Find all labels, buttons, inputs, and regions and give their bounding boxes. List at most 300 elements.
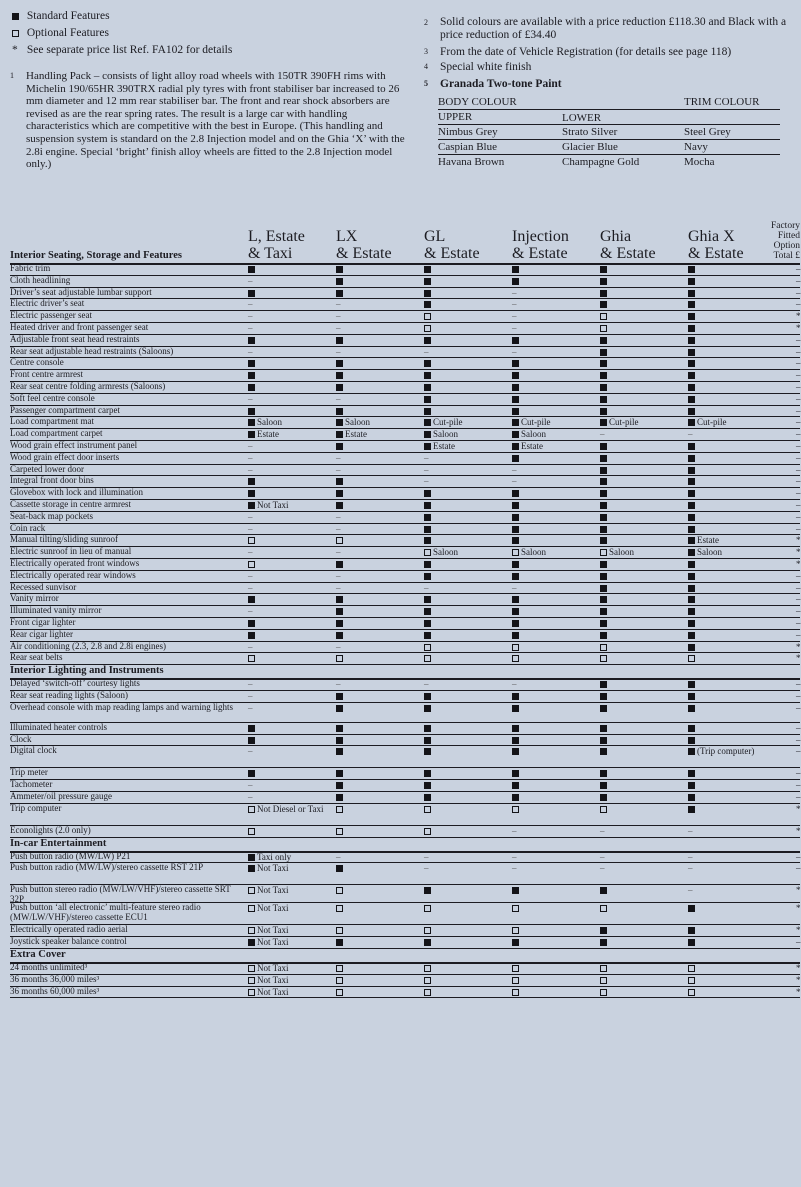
not-available-dash: – <box>336 346 341 357</box>
optional-feature-icon <box>512 977 519 984</box>
availability-cell <box>336 926 345 936</box>
availability-cell <box>424 466 429 476</box>
availability-cell <box>336 680 341 690</box>
section-title: Interior Lighting and Instruments <box>10 665 164 677</box>
not-available-dash: – <box>688 885 693 896</box>
availability-cell <box>336 525 341 535</box>
availability-cell <box>424 477 429 487</box>
standard-feature-icon <box>688 806 695 813</box>
availability-cell <box>248 886 288 896</box>
availability-cell <box>512 265 521 275</box>
availability-cell <box>512 654 521 664</box>
availability-cell <box>248 988 288 998</box>
not-available-dash: – <box>248 702 253 713</box>
availability-cell <box>600 938 609 948</box>
availability-cell <box>600 864 605 874</box>
availability-cell <box>512 277 521 287</box>
standard-feature-icon <box>424 573 431 580</box>
not-available-dash: – <box>248 792 253 802</box>
availability-cell <box>336 964 345 974</box>
standard-feature-icon <box>512 419 519 426</box>
standard-feature-icon <box>512 705 519 712</box>
availability-cell <box>248 584 253 594</box>
standard-feature-icon <box>336 372 343 379</box>
standard-feature-icon <box>424 360 431 367</box>
feature-name: Integral front door bins <box>10 475 94 486</box>
feature-name: Push button radio (MW/LW) P21 <box>10 850 131 861</box>
feature-name: Driver’s seat adjustable lumbar support <box>10 286 152 297</box>
table-row <box>10 276 800 288</box>
feature-name: Manual tilting/sliding sunroof <box>10 534 118 545</box>
availability-cell <box>512 827 517 837</box>
table-row <box>10 441 800 453</box>
availability-cell <box>248 747 253 757</box>
cell-note: Not Taxi <box>257 903 289 914</box>
availability-cell <box>248 643 253 653</box>
not-available-dash: – <box>248 275 253 286</box>
availability-cell <box>688 938 697 948</box>
table-row <box>10 826 800 838</box>
factory-option-cell: – <box>796 429 801 440</box>
standard-feature-icon <box>600 632 607 639</box>
cell-note: Saloon <box>433 547 459 558</box>
availability-cell <box>248 572 253 582</box>
availability-cell <box>248 383 257 393</box>
not-available-dash: – <box>512 464 517 475</box>
availability-cell <box>424 926 433 936</box>
legend-asterisk <box>12 44 232 56</box>
availability-cell <box>512 938 521 948</box>
standard-feature-icon <box>600 737 607 744</box>
standard-feature-icon <box>424 782 431 789</box>
availability-cell <box>600 631 609 641</box>
availability-cell <box>424 805 433 815</box>
factory-option-cell: – <box>796 500 801 510</box>
optional-feature-icon <box>336 965 343 972</box>
standard-feature-icon <box>688 927 695 934</box>
availability-cell <box>688 466 697 476</box>
availability-cell <box>424 704 433 714</box>
not-available-dash: – <box>336 464 341 475</box>
feature-name: Rear cigar lighter <box>10 628 73 639</box>
table-row <box>10 453 800 465</box>
standard-feature-icon <box>248 502 255 509</box>
availability-cell <box>512 572 521 582</box>
availability-cell <box>336 442 345 452</box>
footnote-2-text: Solid colours are available with a price reduction £118.30 and Black with a price reduction of £34.40 <box>440 16 787 41</box>
availability-cell <box>512 781 521 791</box>
standard-feature-icon <box>336 782 343 789</box>
factory-option-cell: * <box>796 974 801 985</box>
not-available-dash: – <box>600 429 605 440</box>
availability-cell <box>248 395 253 405</box>
table-row <box>10 618 800 630</box>
availability-cell <box>688 736 697 746</box>
not-available-dash: – <box>248 441 253 451</box>
optional-feature-icon <box>424 927 431 934</box>
cell-note: Saloon <box>609 547 635 558</box>
standard-feature-icon <box>600 360 607 367</box>
availability-cell <box>424 336 433 346</box>
factory-option-cell: – <box>796 275 801 286</box>
not-available-dash: – <box>336 393 341 404</box>
availability-cell <box>248 938 288 948</box>
availability-cell <box>688 336 697 346</box>
table-row <box>10 903 800 925</box>
optional-feature-icon <box>248 887 255 894</box>
availability-cell <box>336 383 345 393</box>
factory-option-cell: * <box>796 825 801 836</box>
standard-feature-icon <box>336 561 343 568</box>
optional-feature-icon <box>424 989 431 996</box>
availability-cell <box>336 692 345 702</box>
standard-feature-icon <box>600 419 607 426</box>
not-available-dash: – <box>512 851 517 862</box>
availability-cell <box>424 300 433 310</box>
cell-note: Not Taxi <box>257 925 289 936</box>
asterisk-icon: * <box>12 44 18 56</box>
feature-name: Coin rack <box>10 522 46 533</box>
availability-cell <box>424 607 433 617</box>
standard-feature-icon <box>688 644 695 651</box>
availability-cell <box>336 300 341 310</box>
standard-feature-icon <box>688 939 695 946</box>
availability-cell <box>248 864 288 874</box>
feature-name: Trip computer <box>10 802 62 813</box>
availability-cell <box>336 312 341 322</box>
availability-cell <box>424 312 433 322</box>
feature-name: Soft feel centre console <box>10 392 95 403</box>
table-row <box>10 606 800 618</box>
availability-cell <box>248 348 253 358</box>
factory-option-cell: – <box>796 570 801 581</box>
availability-cell <box>512 988 521 998</box>
availability-cell <box>600 619 609 629</box>
availability-cell <box>336 501 345 511</box>
table-row <box>10 630 800 642</box>
standard-feature-icon <box>248 290 255 297</box>
availability-cell <box>336 289 345 299</box>
standard-feature-icon <box>600 681 607 688</box>
availability-cell <box>424 680 429 690</box>
cell-note: Not Taxi <box>257 937 289 948</box>
availability-cell <box>600 680 609 690</box>
standard-feature-icon <box>512 266 519 273</box>
availability-cell <box>336 371 345 381</box>
availability-cell <box>688 976 697 986</box>
availability-cell <box>512 904 521 914</box>
standard-feature-icon <box>424 725 431 732</box>
feature-name: 36 months 36,000 miles³ <box>10 973 100 984</box>
availability-cell <box>688 680 697 690</box>
availability-cell <box>248 976 288 986</box>
standard-feature-icon <box>600 502 607 509</box>
availability-cell <box>600 430 605 440</box>
footnote-4: 4 Special white finish <box>424 61 532 73</box>
table-row <box>10 594 800 606</box>
availability-cell <box>512 477 517 487</box>
cell-note: (Trip computer) <box>697 746 755 757</box>
paint-table <box>438 95 780 169</box>
empty-square-icon <box>12 27 24 39</box>
optional-feature-icon <box>336 989 343 996</box>
cell-note: Not Taxi <box>257 974 289 985</box>
availability-cell <box>600 501 609 511</box>
availability-cell <box>688 265 697 275</box>
factory-option-cell: * <box>796 559 801 569</box>
table-row <box>10 299 800 311</box>
not-available-dash: – <box>336 547 341 558</box>
standard-feature-icon <box>512 725 519 732</box>
standard-feature-icon <box>248 337 255 344</box>
table-row <box>10 735 800 747</box>
feature-name: Front cigar lighter <box>10 617 76 627</box>
standard-feature-icon <box>248 939 255 946</box>
availability-cell <box>424 781 433 791</box>
standard-feature-icon <box>424 887 431 894</box>
table-row <box>10 723 800 735</box>
availability-cell <box>512 324 517 334</box>
filled-square-icon <box>12 10 24 22</box>
availability-cell <box>336 560 345 570</box>
availability-cell <box>424 418 463 428</box>
cell-note: Not Taxi <box>257 863 289 874</box>
not-available-dash: – <box>248 641 253 652</box>
standard-feature-icon <box>424 301 431 308</box>
standard-feature-icon <box>336 360 343 367</box>
availability-cell <box>512 692 521 702</box>
paint-row: Caspian Blue Glacier Blue Navy <box>438 140 780 155</box>
availability-cell <box>600 607 609 617</box>
standard-feature-icon <box>688 313 695 320</box>
table-row <box>10 417 800 429</box>
factory-option-cell: – <box>796 582 801 593</box>
availability-cell <box>424 395 433 405</box>
availability-cell <box>688 454 697 464</box>
standard-feature-icon <box>336 737 343 744</box>
availability-cell <box>248 619 257 629</box>
availability-cell <box>248 631 257 641</box>
availability-cell <box>424 489 433 499</box>
factory-option-cell: – <box>796 370 801 381</box>
standard-feature-icon <box>688 443 695 450</box>
standard-feature-icon <box>512 693 519 700</box>
not-available-dash: – <box>600 851 605 862</box>
availability-cell <box>336 631 345 641</box>
cell-note: Saloon <box>697 547 723 558</box>
standard-feature-icon <box>336 419 343 426</box>
optional-feature-icon <box>336 806 343 813</box>
standard-feature-icon <box>336 705 343 712</box>
standard-feature-icon <box>600 266 607 273</box>
not-available-dash: – <box>248 679 253 690</box>
availability-cell <box>248 477 257 487</box>
availability-cell <box>424 976 433 986</box>
standard-feature-icon <box>688 396 695 403</box>
availability-cell <box>600 513 609 523</box>
standard-feature-icon <box>600 537 607 544</box>
factory-option-cell: – <box>796 792 801 802</box>
availability-cell <box>688 572 697 582</box>
optional-feature-icon <box>336 905 343 912</box>
standard-feature-icon <box>688 748 695 755</box>
standard-feature-icon <box>336 278 343 285</box>
optional-feature-icon <box>336 887 343 894</box>
availability-cell <box>688 430 693 440</box>
availability-cell <box>336 619 345 629</box>
footnote-2: 2 Solid colours are available with a price reduction £118.30 and Black with a price reduction of £34.40 <box>424 16 787 41</box>
standard-feature-icon <box>600 396 607 403</box>
standard-feature-icon <box>336 770 343 777</box>
optional-feature-icon <box>248 806 255 813</box>
standard-feature-icon <box>688 526 695 533</box>
feature-name: Push button ‘all electronic’ multi-feature stereo radio (MW/LW/VHF)/stereo cassette ECU1 <box>10 902 201 922</box>
standard-feature-icon <box>512 608 519 615</box>
availability-cell <box>248 926 288 936</box>
standard-feature-icon <box>512 408 519 415</box>
standard-feature-icon <box>600 794 607 801</box>
availability-cell <box>688 747 768 757</box>
optional-feature-icon <box>248 655 255 662</box>
availability-cell <box>248 793 253 803</box>
table-row <box>10 780 800 792</box>
optional-feature-icon <box>424 905 431 912</box>
table-row <box>10 524 800 536</box>
section-title: Extra Cover <box>10 949 66 960</box>
column-heading-ghia-x: Ghia X & Estate <box>688 228 744 262</box>
not-available-dash: – <box>512 679 517 690</box>
standard-feature-icon <box>424 561 431 568</box>
availability-cell <box>424 277 433 287</box>
standard-feature-icon <box>688 490 695 497</box>
standard-feature-icon <box>248 408 255 415</box>
availability-cell <box>512 442 543 452</box>
cell-note: Not Taxi <box>257 500 289 510</box>
standard-feature-icon <box>248 478 255 485</box>
feature-name: Push button radio (MW/LW)/stereo cassette RST 21P <box>10 862 204 873</box>
availability-cell <box>600 704 609 714</box>
availability-cell <box>248 827 257 837</box>
feature-name: Econolights (2.0 only) <box>10 824 91 835</box>
optional-feature-icon <box>336 927 343 934</box>
availability-cell <box>248 336 257 346</box>
availability-cell <box>336 407 345 417</box>
standard-feature-icon <box>424 748 431 755</box>
optional-feature-icon <box>512 927 519 934</box>
availability-cell <box>512 560 521 570</box>
availability-cell <box>688 300 697 310</box>
availability-cell <box>688 595 697 605</box>
availability-cell <box>600 886 609 896</box>
availability-cell <box>336 793 345 803</box>
optional-feature-icon <box>424 313 431 320</box>
table-row <box>10 583 800 595</box>
cell-note: Not Taxi <box>257 986 289 997</box>
availability-cell <box>248 769 257 779</box>
availability-cell <box>600 654 609 664</box>
availability-cell <box>600 466 609 476</box>
standard-feature-icon <box>336 865 343 872</box>
availability-cell <box>512 407 521 417</box>
standard-feature-icon <box>600 478 607 485</box>
optional-feature-icon <box>424 655 431 662</box>
optional-feature-icon <box>600 989 607 996</box>
standard-feature-icon <box>248 360 255 367</box>
availability-cell <box>248 418 282 428</box>
availability-cell <box>688 560 697 570</box>
section-header-row <box>10 250 800 265</box>
optional-feature-icon <box>248 977 255 984</box>
standard-feature-icon <box>512 443 519 450</box>
standard-feature-icon <box>336 794 343 801</box>
availability-cell <box>600 454 609 464</box>
availability-cell <box>248 736 257 746</box>
standard-feature-icon <box>600 561 607 568</box>
availability-cell <box>336 572 341 582</box>
availability-cell <box>336 654 345 664</box>
optional-feature-icon <box>248 537 255 544</box>
factory-option-cell: – <box>796 937 801 948</box>
factory-option-cell: – <box>796 441 801 451</box>
standard-feature-icon <box>600 608 607 615</box>
not-available-dash: – <box>424 476 429 487</box>
factory-option-cell: – <box>796 722 801 733</box>
not-available-dash: – <box>336 299 341 310</box>
availability-cell <box>424 513 433 523</box>
availability-cell <box>688 525 697 535</box>
standard-feature-icon <box>688 549 695 556</box>
availability-cell <box>248 513 253 523</box>
table-row <box>10 703 800 723</box>
standard-feature-icon <box>336 408 343 415</box>
feature-name: Cassette storage in centre armrest <box>10 499 131 509</box>
paint-row: Nimbus Grey Strato Silver Steel Grey <box>438 125 780 140</box>
not-available-dash: – <box>424 582 429 593</box>
legend-optional <box>12 27 109 39</box>
factory-option-cell: – <box>796 264 801 274</box>
table-row <box>10 382 800 394</box>
availability-cell <box>600 489 609 499</box>
standard-feature-icon <box>600 290 607 297</box>
availability-cell <box>600 926 609 936</box>
factory-option-cell: – <box>796 417 801 428</box>
not-available-dash: – <box>336 570 341 581</box>
availability-cell <box>600 692 609 702</box>
standard-feature-icon <box>336 748 343 755</box>
not-available-dash: – <box>336 452 341 463</box>
feature-name: Vanity mirror <box>10 593 59 604</box>
availability-cell <box>688 769 697 779</box>
optional-feature-icon <box>512 989 519 996</box>
standard-feature-icon <box>600 372 607 379</box>
section-title: In-car Entertainment <box>10 837 107 849</box>
legend-standard <box>12 10 110 22</box>
feature-name: Rear seat reading lights (Saloon) <box>10 690 128 700</box>
availability-cell <box>424 454 429 464</box>
feature-name: Air conditioning (2.3, 2.8 and 2.8i engines) <box>10 640 166 651</box>
availability-cell <box>688 395 697 405</box>
not-available-dash: – <box>248 582 253 593</box>
not-available-dash: – <box>248 606 253 617</box>
standard-feature-icon <box>688 301 695 308</box>
standard-feature-icon <box>600 408 607 415</box>
availability-cell <box>424 938 433 948</box>
availability-cell <box>512 548 546 558</box>
availability-cell <box>336 864 345 874</box>
availability-cell <box>424 619 433 629</box>
standard-feature-icon <box>424 737 431 744</box>
availability-cell <box>424 560 433 570</box>
